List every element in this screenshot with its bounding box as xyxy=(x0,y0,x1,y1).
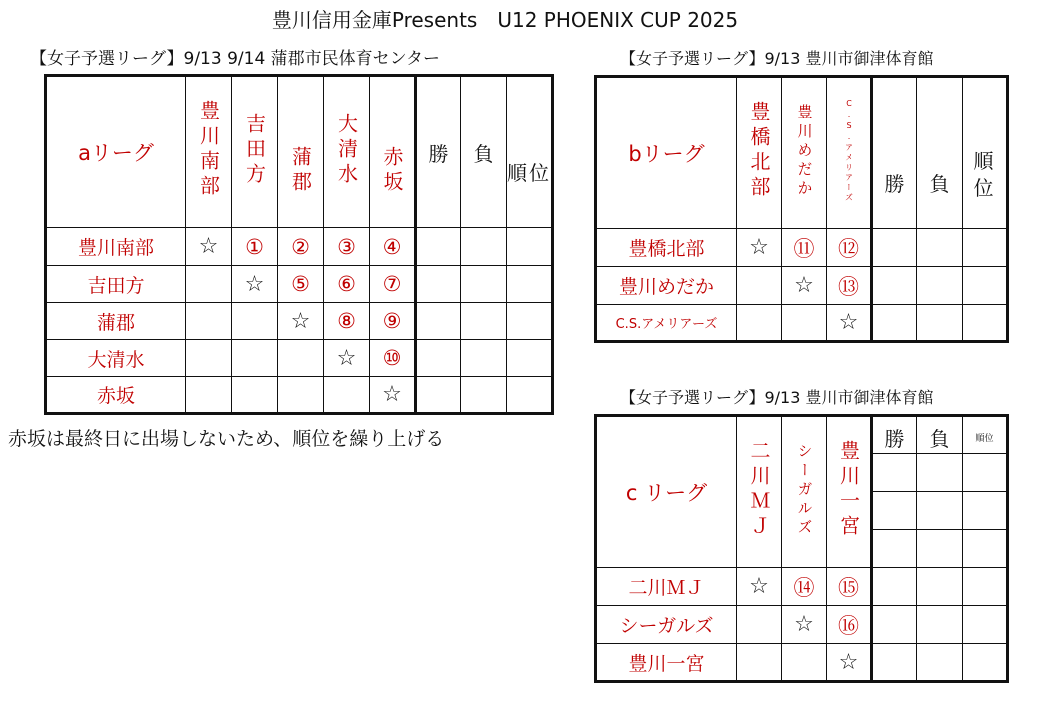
table-row xyxy=(596,568,1008,606)
match-cell: ☆ xyxy=(737,568,782,606)
rank-cell xyxy=(507,266,553,303)
table-row xyxy=(596,229,1008,267)
match-cell: ⑯ xyxy=(827,606,872,644)
loss-cell xyxy=(917,305,963,342)
row-team-name: C.S.アメリアーズ xyxy=(596,305,737,342)
loss-header: 負 xyxy=(917,77,963,229)
rank-cell xyxy=(507,228,553,266)
match-cell: ☆ xyxy=(737,229,782,267)
loss-cell xyxy=(917,492,963,530)
table-row xyxy=(596,305,1008,342)
match-cell xyxy=(737,305,782,342)
rank-cell xyxy=(963,530,1008,568)
league-c-name: c リーグ xyxy=(596,416,737,568)
win-cell xyxy=(416,340,461,377)
row-team-name: 豊川南部 xyxy=(46,228,186,266)
match-cell xyxy=(737,267,782,305)
table-row xyxy=(596,267,1008,305)
loss-header: 負 xyxy=(917,416,963,454)
match-cell: ⑨ xyxy=(370,303,416,340)
match-cell xyxy=(186,303,232,340)
win-cell xyxy=(872,267,917,305)
win-cell xyxy=(872,229,917,267)
match-cell: ⑬ xyxy=(827,267,872,305)
col-header-seagulls: シーガルズ xyxy=(782,416,827,568)
win-cell xyxy=(872,492,917,530)
rank-cell xyxy=(963,492,1008,530)
row-team-name: 豊川めだか xyxy=(596,267,737,305)
loss-cell xyxy=(917,530,963,568)
win-header: 勝 xyxy=(416,76,461,228)
loss-cell xyxy=(917,267,963,305)
match-cell xyxy=(232,303,278,340)
col-header-cs-amelias: C.S.アメリアーズ xyxy=(827,77,872,229)
loss-cell xyxy=(461,266,507,303)
win-header: 勝 xyxy=(872,77,917,229)
win-cell xyxy=(416,228,461,266)
league-b-name: bリーグ xyxy=(596,77,737,229)
table-row xyxy=(46,266,553,303)
match-cell xyxy=(278,377,324,414)
rank-cell xyxy=(963,568,1008,606)
table-row xyxy=(46,340,553,377)
win-header: 勝 xyxy=(872,416,917,454)
match-cell: ☆ xyxy=(827,305,872,342)
rank-cell xyxy=(963,267,1008,305)
row-team-name: 大清水 xyxy=(46,340,186,377)
match-cell: ⑧ xyxy=(324,303,370,340)
loss-cell xyxy=(917,606,963,644)
league-a-caption: 【女子予選リーグ】9/13 9/14 蒲郡市民体育センター xyxy=(30,49,440,69)
loss-cell xyxy=(917,454,963,492)
win-cell xyxy=(872,606,917,644)
table-row xyxy=(46,303,553,340)
loss-cell xyxy=(917,229,963,267)
match-cell: ⑥ xyxy=(324,266,370,303)
rank-header: 順位 xyxy=(963,416,1008,454)
col-header-futagawa-mj: 二川ＭＪ xyxy=(737,416,782,568)
col-header-gamagori: 蒲郡 xyxy=(278,76,324,228)
table-row xyxy=(596,606,1008,644)
match-cell xyxy=(782,644,827,682)
match-cell: ☆ xyxy=(782,267,827,305)
row-team-name: 二川ＭＪ xyxy=(596,568,737,606)
match-cell: ⑭ xyxy=(782,568,827,606)
loss-cell xyxy=(461,228,507,266)
col-header-akasaka: 赤坂 xyxy=(370,76,416,228)
loss-cell xyxy=(461,340,507,377)
col-header-toyokawa-medaka: 豊川めだか xyxy=(782,77,827,229)
rank-cell xyxy=(963,305,1008,342)
page-title: 豊川信用金庫Presents U12 PHOENIX CUP 2025 xyxy=(271,8,739,32)
match-cell xyxy=(278,340,324,377)
match-cell: ⑫ xyxy=(827,229,872,267)
win-cell xyxy=(416,377,461,414)
match-cell xyxy=(324,377,370,414)
match-cell: ☆ xyxy=(232,266,278,303)
league-b-table xyxy=(594,75,1009,343)
win-cell xyxy=(872,568,917,606)
match-cell: ③ xyxy=(324,228,370,266)
col-header-toyokawa-nanbu: 豊川南部 xyxy=(186,76,232,228)
league-b-caption: 【女子予選リーグ】9/13 豊川市御津体育館 xyxy=(620,49,934,68)
loss-cell xyxy=(917,644,963,682)
row-team-name: 豊橋北部 xyxy=(596,229,737,267)
match-cell: ☆ xyxy=(278,303,324,340)
match-cell: ⑦ xyxy=(370,266,416,303)
win-cell xyxy=(416,266,461,303)
win-cell xyxy=(416,303,461,340)
win-cell xyxy=(872,454,917,492)
col-header-oshimizu: 大清水 xyxy=(324,76,370,228)
loss-cell xyxy=(461,377,507,414)
league-a-table xyxy=(44,74,554,415)
col-header-yoshidagata: 吉田方 xyxy=(232,76,278,228)
match-cell xyxy=(186,377,232,414)
rank-cell xyxy=(963,606,1008,644)
match-cell xyxy=(232,340,278,377)
row-team-name: 蒲郡 xyxy=(46,303,186,340)
match-cell: ⑪ xyxy=(782,229,827,267)
win-cell xyxy=(872,305,917,342)
match-cell: ☆ xyxy=(324,340,370,377)
match-cell: ☆ xyxy=(186,228,232,266)
match-cell: ⑮ xyxy=(827,568,872,606)
match-cell xyxy=(737,606,782,644)
col-header-toyokawa-ichinomiya: 豊川一宮 xyxy=(827,416,872,568)
row-team-name: シーガルズ xyxy=(596,606,737,644)
rank-cell xyxy=(507,340,553,377)
loss-header: 負 xyxy=(461,76,507,228)
table-row xyxy=(46,228,553,266)
match-cell: ④ xyxy=(370,228,416,266)
rank-cell xyxy=(507,377,553,414)
match-cell: ⑤ xyxy=(278,266,324,303)
match-cell xyxy=(186,266,232,303)
league-c-table xyxy=(594,414,1009,683)
match-cell: ☆ xyxy=(370,377,416,414)
match-cell: ⑩ xyxy=(370,340,416,377)
league-a-name: aリーグ xyxy=(46,76,186,228)
col-header-toyohashi-hokubu: 豊橋北部 xyxy=(737,77,782,229)
table-row xyxy=(596,644,1008,682)
match-cell xyxy=(186,340,232,377)
row-team-name: 吉田方 xyxy=(46,266,186,303)
loss-cell xyxy=(461,303,507,340)
rank-header: 順位 xyxy=(507,76,553,228)
match-cell xyxy=(737,644,782,682)
match-cell: ☆ xyxy=(827,644,872,682)
rank-header: 順位 xyxy=(963,77,1008,229)
rank-cell xyxy=(963,644,1008,682)
table-row xyxy=(46,377,553,414)
win-cell xyxy=(872,644,917,682)
rank-cell xyxy=(963,454,1008,492)
win-cell xyxy=(872,530,917,568)
rank-cell xyxy=(963,229,1008,267)
match-cell: ② xyxy=(278,228,324,266)
match-cell xyxy=(782,305,827,342)
rank-cell xyxy=(507,303,553,340)
loss-cell xyxy=(917,568,963,606)
row-team-name: 豊川一宮 xyxy=(596,644,737,682)
note-text: 赤坂は最終日に出場しないため、順位を繰り上げる xyxy=(8,428,445,450)
match-cell xyxy=(232,377,278,414)
league-c-caption: 【女子予選リーグ】9/13 豊川市御津体育館 xyxy=(620,388,934,407)
match-cell: ☆ xyxy=(782,606,827,644)
match-cell: ① xyxy=(232,228,278,266)
row-team-name: 赤坂 xyxy=(46,377,186,414)
